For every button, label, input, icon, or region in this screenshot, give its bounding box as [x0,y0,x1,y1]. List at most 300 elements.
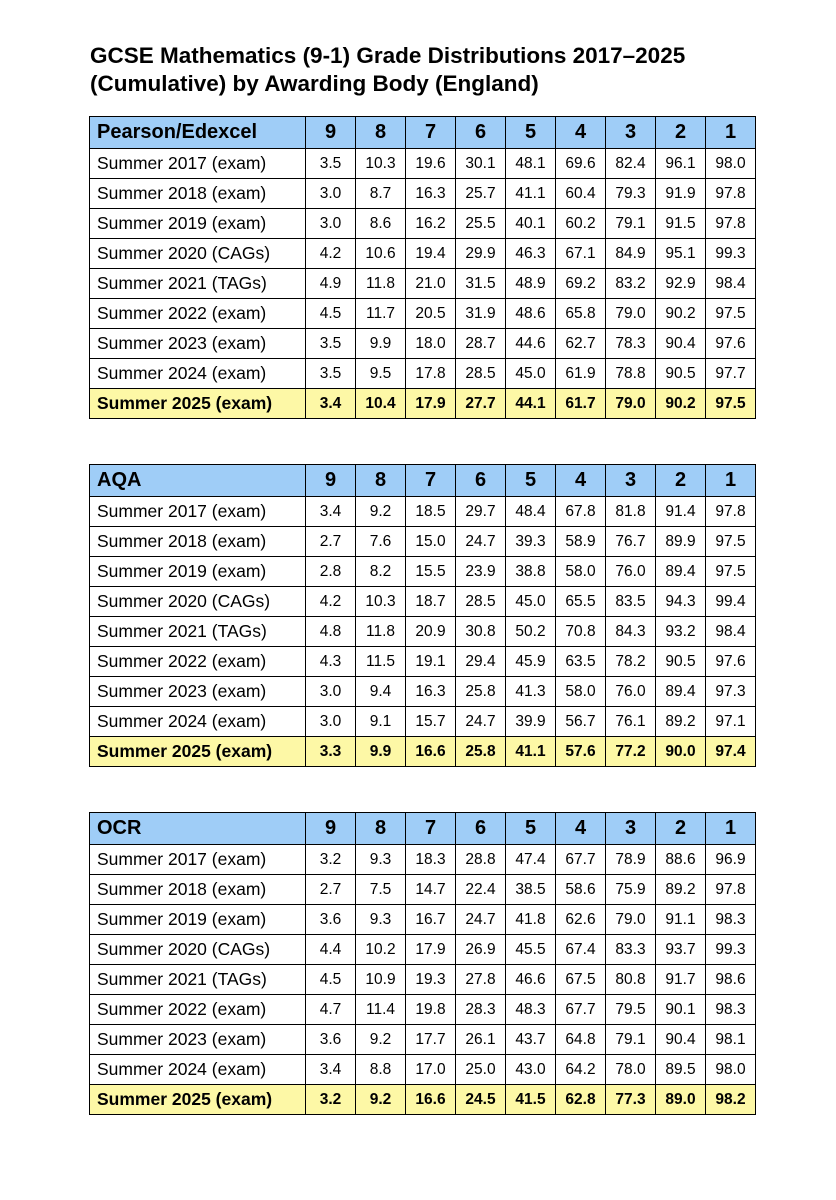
row-label: Summer 2017 (exam) [90,497,306,527]
grade-9-value: 4.5 [306,965,356,995]
page-title [90,42,790,98]
grade-7-value: 18.7 [406,587,456,617]
table-row [90,179,756,209]
grade-5-value: 39.3 [506,527,556,557]
row-label: Summer 2021 (TAGs) [90,269,306,299]
grade-3-value: 76.0 [606,557,656,587]
grade-header-6: 6 [456,117,506,149]
grade-header-5: 5 [506,117,556,149]
grade-7-value: 16.6 [406,737,456,767]
grade-7-value: 15.0 [406,527,456,557]
grade-9-value: 3.0 [306,209,356,239]
grade-6-value: 24.7 [456,527,506,557]
grade-3-value: 83.3 [606,935,656,965]
grade-6-value: 28.5 [456,359,506,389]
grade-2-value: 89.2 [656,707,706,737]
grade-2-value: 91.5 [656,209,706,239]
grade-7-value: 16.3 [406,677,456,707]
grade-1-value: 97.5 [706,389,756,419]
grade-header-1: 1 [706,117,756,149]
grade-9-value: 3.2 [306,1085,356,1115]
table-ocr [89,812,756,1115]
grade-6-value: 30.8 [456,617,506,647]
grade-4-value: 60.4 [556,179,606,209]
table-row [90,965,756,995]
grade-9-value: 3.5 [306,149,356,179]
row-label: Summer 2020 (CAGs) [90,935,306,965]
grade-4-value: 67.4 [556,935,606,965]
grade-1-value: 97.3 [706,677,756,707]
title-line-2: (Cumulative) by Awarding Body (England) [90,71,539,96]
grade-5-value: 45.9 [506,647,556,677]
grade-5-value: 38.8 [506,557,556,587]
grade-2-value: 93.2 [656,617,706,647]
row-label: Summer 2023 (exam) [90,677,306,707]
grade-6-value: 29.9 [456,239,506,269]
grade-1-value: 97.5 [706,527,756,557]
grade-2-value: 89.5 [656,1055,706,1085]
grade-9-value: 3.6 [306,1025,356,1055]
grade-2-value: 89.4 [656,677,706,707]
row-label: Summer 2017 (exam) [90,845,306,875]
grade-2-value: 89.2 [656,875,706,905]
grade-7-value: 15.5 [406,557,456,587]
grade-4-value: 60.2 [556,209,606,239]
grade-8-value: 9.3 [356,845,406,875]
grade-6-value: 23.9 [456,557,506,587]
grade-2-value: 93.7 [656,935,706,965]
grade-8-value: 8.8 [356,1055,406,1085]
grade-3-value: 82.4 [606,149,656,179]
grade-9-value: 4.7 [306,995,356,1025]
grade-5-value: 45.0 [506,359,556,389]
grade-header-5: 5 [506,465,556,497]
grade-4-value: 61.9 [556,359,606,389]
grade-5-value: 46.6 [506,965,556,995]
grade-2-value: 89.9 [656,527,706,557]
table-row [90,209,756,239]
grade-header-2: 2 [656,813,706,845]
grade-5-value: 41.1 [506,179,556,209]
grade-1-value: 97.8 [706,497,756,527]
grade-5-value: 39.9 [506,707,556,737]
grade-7-value: 19.1 [406,647,456,677]
grade-9-value: 3.4 [306,1055,356,1085]
grade-9-value: 4.9 [306,269,356,299]
grade-1-value: 98.1 [706,1025,756,1055]
grade-1-value: 97.4 [706,737,756,767]
grade-4-value: 62.6 [556,905,606,935]
table-row [90,647,756,677]
row-label: Summer 2018 (exam) [90,179,306,209]
grade-6-value: 24.7 [456,905,506,935]
awarding-body-name: Pearson/Edexcel [90,117,306,149]
grade-4-value: 56.7 [556,707,606,737]
grade-header-5: 5 [506,813,556,845]
grade-8-value: 9.3 [356,905,406,935]
table-aqa [89,464,756,767]
grade-9-value: 4.8 [306,617,356,647]
grade-4-value: 64.8 [556,1025,606,1055]
grade-header-2: 2 [656,117,706,149]
grade-header-8: 8 [356,465,406,497]
grade-6-value: 28.8 [456,845,506,875]
grade-5-value: 48.9 [506,269,556,299]
grade-5-value: 41.8 [506,905,556,935]
grade-8-value: 9.2 [356,497,406,527]
grade-2-value: 91.9 [656,179,706,209]
grade-7-value: 18.5 [406,497,456,527]
grade-header-6: 6 [456,465,506,497]
grade-4-value: 69.6 [556,149,606,179]
grade-9-value: 3.0 [306,707,356,737]
table-row [90,1025,756,1055]
grade-6-value: 25.0 [456,1055,506,1085]
row-label: Summer 2019 (exam) [90,557,306,587]
grade-3-value: 78.2 [606,647,656,677]
row-label: Summer 2025 (exam) [90,737,306,767]
grade-3-value: 78.9 [606,845,656,875]
grade-5-value: 48.4 [506,497,556,527]
grade-3-value: 78.8 [606,359,656,389]
grade-1-value: 98.6 [706,965,756,995]
grade-2-value: 94.3 [656,587,706,617]
grade-9-value: 4.2 [306,587,356,617]
grade-1-value: 97.8 [706,179,756,209]
table-row [90,905,756,935]
grade-8-value: 10.2 [356,935,406,965]
grade-1-value: 98.2 [706,1085,756,1115]
grade-4-value: 63.5 [556,647,606,677]
grade-2-value: 89.0 [656,1085,706,1115]
grade-7-value: 19.8 [406,995,456,1025]
grade-8-value: 8.7 [356,179,406,209]
table-row [90,845,756,875]
grade-1-value: 99.4 [706,587,756,617]
grade-5-value: 46.3 [506,239,556,269]
row-label: Summer 2024 (exam) [90,1055,306,1085]
row-label: Summer 2021 (TAGs) [90,965,306,995]
grade-3-value: 76.0 [606,677,656,707]
grade-header-9: 9 [306,117,356,149]
grade-4-value: 70.8 [556,617,606,647]
header-row [90,813,756,845]
grade-4-value: 67.1 [556,239,606,269]
grade-2-value: 90.4 [656,1025,706,1055]
grade-7-value: 19.3 [406,965,456,995]
grade-8-value: 7.6 [356,527,406,557]
grade-7-value: 21.0 [406,269,456,299]
grade-7-value: 18.3 [406,845,456,875]
grade-5-value: 38.5 [506,875,556,905]
grade-8-value: 11.5 [356,647,406,677]
grade-header-8: 8 [356,117,406,149]
grade-4-value: 67.7 [556,845,606,875]
row-label: Summer 2025 (exam) [90,389,306,419]
grade-3-value: 79.0 [606,389,656,419]
row-label: Summer 2020 (CAGs) [90,587,306,617]
grade-3-value: 83.2 [606,269,656,299]
table-row [90,737,756,767]
table-pearson-edexcel [89,116,756,419]
row-label: Summer 2021 (TAGs) [90,617,306,647]
grade-2-value: 90.1 [656,995,706,1025]
grade-4-value: 64.2 [556,1055,606,1085]
grade-header-9: 9 [306,465,356,497]
grade-8-value: 9.2 [356,1085,406,1115]
grade-2-value: 90.2 [656,389,706,419]
grade-3-value: 79.5 [606,995,656,1025]
grade-2-value: 91.1 [656,905,706,935]
grade-7-value: 17.8 [406,359,456,389]
grade-8-value: 9.2 [356,1025,406,1055]
grade-4-value: 67.5 [556,965,606,995]
grade-3-value: 84.9 [606,239,656,269]
grade-header-4: 4 [556,117,606,149]
row-label: Summer 2020 (CAGs) [90,239,306,269]
grade-3-value: 77.3 [606,1085,656,1115]
row-label: Summer 2023 (exam) [90,1025,306,1055]
grade-4-value: 67.7 [556,995,606,1025]
row-label: Summer 2019 (exam) [90,905,306,935]
grade-6-value: 26.9 [456,935,506,965]
grade-1-value: 98.4 [706,617,756,647]
table-row [90,299,756,329]
grade-6-value: 28.5 [456,587,506,617]
grade-5-value: 40.1 [506,209,556,239]
grade-7-value: 17.9 [406,935,456,965]
table-row [90,587,756,617]
table-row [90,707,756,737]
row-label: Summer 2018 (exam) [90,875,306,905]
grade-2-value: 90.0 [656,737,706,767]
grade-3-value: 83.5 [606,587,656,617]
table-row [90,239,756,269]
grade-5-value: 45.5 [506,935,556,965]
grade-8-value: 9.9 [356,737,406,767]
table-row [90,329,756,359]
grade-2-value: 90.5 [656,359,706,389]
grade-1-value: 97.6 [706,647,756,677]
grade-3-value: 79.1 [606,1025,656,1055]
grade-9-value: 3.5 [306,359,356,389]
grade-1-value: 96.9 [706,845,756,875]
grade-9-value: 4.4 [306,935,356,965]
grade-9-value: 2.8 [306,557,356,587]
grade-1-value: 98.0 [706,149,756,179]
grade-6-value: 29.7 [456,497,506,527]
table-row [90,617,756,647]
grade-7-value: 16.2 [406,209,456,239]
grade-1-value: 97.7 [706,359,756,389]
grade-7-value: 18.0 [406,329,456,359]
grade-8-value: 10.3 [356,149,406,179]
grade-3-value: 76.7 [606,527,656,557]
grade-4-value: 58.9 [556,527,606,557]
grade-8-value: 10.3 [356,587,406,617]
grade-9-value: 3.0 [306,179,356,209]
grade-5-value: 41.1 [506,737,556,767]
row-label: Summer 2025 (exam) [90,1085,306,1115]
grade-6-value: 28.7 [456,329,506,359]
grade-7-value: 16.3 [406,179,456,209]
title-line-1: GCSE Mathematics (9-1) Grade Distributions 2017–2025 [90,43,686,68]
grade-header-3: 3 [606,117,656,149]
grade-2-value: 91.4 [656,497,706,527]
table-row [90,677,756,707]
grade-7-value: 17.0 [406,1055,456,1085]
table-row [90,497,756,527]
row-label: Summer 2023 (exam) [90,329,306,359]
grade-8-value: 9.5 [356,359,406,389]
table-row [90,875,756,905]
row-label: Summer 2022 (exam) [90,995,306,1025]
table-row [90,359,756,389]
grade-3-value: 79.1 [606,209,656,239]
grade-3-value: 81.8 [606,497,656,527]
grade-7-value: 17.7 [406,1025,456,1055]
grade-4-value: 57.6 [556,737,606,767]
grade-8-value: 10.6 [356,239,406,269]
grade-5-value: 47.4 [506,845,556,875]
grade-5-value: 43.0 [506,1055,556,1085]
grade-9-value: 4.3 [306,647,356,677]
grade-header-2: 2 [656,465,706,497]
grade-1-value: 99.3 [706,239,756,269]
grade-7-value: 14.7 [406,875,456,905]
grade-4-value: 58.0 [556,557,606,587]
grade-6-value: 25.5 [456,209,506,239]
grade-8-value: 9.9 [356,329,406,359]
grade-9-value: 2.7 [306,527,356,557]
grade-9-value: 3.3 [306,737,356,767]
grade-9-value: 3.5 [306,329,356,359]
grade-4-value: 62.8 [556,1085,606,1115]
grade-3-value: 79.0 [606,299,656,329]
grade-1-value: 97.8 [706,875,756,905]
grade-8-value: 9.1 [356,707,406,737]
grade-1-value: 97.6 [706,329,756,359]
grade-7-value: 16.6 [406,1085,456,1115]
grade-9-value: 3.4 [306,497,356,527]
grade-5-value: 45.0 [506,587,556,617]
grade-8-value: 11.8 [356,269,406,299]
grade-header-4: 4 [556,813,606,845]
grade-8-value: 11.8 [356,617,406,647]
grade-5-value: 41.5 [506,1085,556,1115]
grade-1-value: 97.5 [706,557,756,587]
grade-2-value: 92.9 [656,269,706,299]
grade-1-value: 98.3 [706,905,756,935]
grade-2-value: 88.6 [656,845,706,875]
grade-2-value: 95.1 [656,239,706,269]
header-row [90,117,756,149]
grade-3-value: 75.9 [606,875,656,905]
grade-6-value: 28.3 [456,995,506,1025]
grade-5-value: 48.6 [506,299,556,329]
table-row [90,1085,756,1115]
grade-6-value: 25.8 [456,737,506,767]
grade-1-value: 98.4 [706,269,756,299]
grade-6-value: 31.9 [456,299,506,329]
row-label: Summer 2022 (exam) [90,299,306,329]
grade-3-value: 79.3 [606,179,656,209]
grade-3-value: 77.2 [606,737,656,767]
table-row [90,557,756,587]
grade-1-value: 97.1 [706,707,756,737]
grade-6-value: 31.5 [456,269,506,299]
grade-1-value: 97.5 [706,299,756,329]
grade-7-value: 15.7 [406,707,456,737]
grade-7-value: 19.6 [406,149,456,179]
grade-3-value: 80.8 [606,965,656,995]
grade-4-value: 65.5 [556,587,606,617]
grade-1-value: 98.0 [706,1055,756,1085]
grade-2-value: 90.4 [656,329,706,359]
grade-4-value: 67.8 [556,497,606,527]
table-row [90,149,756,179]
grade-3-value: 79.0 [606,905,656,935]
grade-5-value: 43.7 [506,1025,556,1055]
grade-9-value: 4.2 [306,239,356,269]
grade-8-value: 10.9 [356,965,406,995]
grade-5-value: 44.6 [506,329,556,359]
grade-header-3: 3 [606,465,656,497]
grade-2-value: 90.5 [656,647,706,677]
grade-7-value: 20.9 [406,617,456,647]
grade-1-value: 98.3 [706,995,756,1025]
grade-8-value: 10.4 [356,389,406,419]
grade-9-value: 4.5 [306,299,356,329]
row-label: Summer 2017 (exam) [90,149,306,179]
grade-4-value: 61.7 [556,389,606,419]
grade-9-value: 3.0 [306,677,356,707]
grade-9-value: 2.7 [306,875,356,905]
grade-3-value: 84.3 [606,617,656,647]
grade-2-value: 90.2 [656,299,706,329]
grade-5-value: 41.3 [506,677,556,707]
grade-8-value: 8.6 [356,209,406,239]
grade-6-value: 25.8 [456,677,506,707]
grade-header-6: 6 [456,813,506,845]
grade-8-value: 7.5 [356,875,406,905]
table-row [90,527,756,557]
table-row [90,269,756,299]
grade-3-value: 78.0 [606,1055,656,1085]
grade-7-value: 19.4 [406,239,456,269]
grade-6-value: 24.7 [456,707,506,737]
grade-5-value: 48.3 [506,995,556,1025]
table-row [90,935,756,965]
row-label: Summer 2018 (exam) [90,527,306,557]
grade-9-value: 3.6 [306,905,356,935]
grade-6-value: 29.4 [456,647,506,677]
grade-5-value: 44.1 [506,389,556,419]
table-row [90,995,756,1025]
grade-header-4: 4 [556,465,606,497]
grade-4-value: 58.0 [556,677,606,707]
grade-4-value: 65.8 [556,299,606,329]
grade-8-value: 9.4 [356,677,406,707]
grade-6-value: 22.4 [456,875,506,905]
table-row [90,1055,756,1085]
grade-3-value: 76.1 [606,707,656,737]
grade-7-value: 16.7 [406,905,456,935]
grade-8-value: 8.2 [356,557,406,587]
grade-1-value: 97.8 [706,209,756,239]
table-row [90,389,756,419]
grade-header-7: 7 [406,117,456,149]
